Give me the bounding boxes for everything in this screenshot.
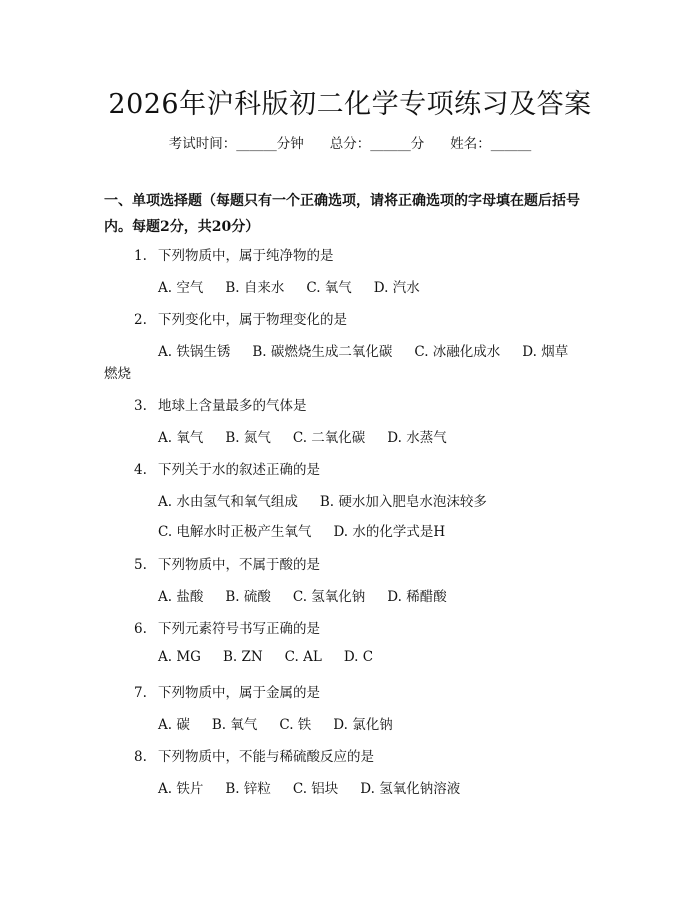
option-d: D. 氢氧化钠溶液	[360, 781, 461, 797]
question-2-options	[158, 340, 590, 360]
question-number: 8.	[134, 749, 147, 765]
question-text: 下列物质中，不属于酸的是	[158, 557, 320, 573]
question-number: 2.	[134, 312, 147, 328]
exam-meta	[0, 132, 700, 152]
question-6-options	[158, 649, 395, 665]
question-3-options	[158, 426, 469, 446]
total-score-label: 总分：______分	[329, 136, 425, 152]
option-b: B. 自来水	[225, 280, 285, 296]
option-d: D. 氯化钠	[333, 717, 393, 733]
question-number: 1.	[134, 248, 147, 264]
option-a: A. 水由氢气和氧气组成	[158, 494, 298, 510]
question-7	[134, 681, 320, 701]
question-text: 下列物质中，不能与稀硫酸反应的是	[158, 749, 374, 765]
option-a: A. 碳	[158, 717, 190, 733]
option-c: C. 氧气	[306, 280, 352, 296]
question-6	[134, 617, 320, 637]
option-c: C. 氢氧化钠	[292, 589, 366, 605]
option-c: C. 铝块	[292, 781, 339, 797]
question-5	[134, 553, 320, 573]
option-a: A. 盐酸	[158, 589, 204, 605]
question-number: 3.	[134, 398, 147, 414]
option-b: B. 碳燃烧生成二氧化碳	[252, 344, 393, 360]
question-number: 6.	[134, 621, 147, 637]
option-a: A. 铁片	[158, 781, 204, 797]
question-4-options-row2	[158, 520, 467, 540]
question-number: 4.	[134, 462, 147, 478]
option-d: D. 烟草	[522, 344, 569, 360]
question-3	[134, 394, 307, 414]
option-b: B. ZN	[222, 649, 263, 665]
student-name-label: 姓名：______	[450, 136, 532, 152]
option-d: D. 水蒸气	[387, 430, 447, 446]
question-text: 下列关于水的叙述正确的是	[158, 462, 320, 478]
question-4-options	[158, 490, 509, 510]
question-number: 7.	[134, 685, 147, 701]
option-a: A. 氧气	[158, 430, 204, 446]
option-b: B. 锌粒	[225, 781, 271, 797]
option-b: B. 氧气	[211, 717, 258, 733]
exam-time-label: 考试时间：______分钟	[168, 136, 304, 152]
option-c: C. 铁	[279, 717, 312, 733]
question-1	[134, 244, 334, 264]
question-7-options	[158, 713, 415, 733]
question-text: 下列物质中，属于金属的是	[158, 685, 320, 701]
question-text: 下列元素符号书写正确的是	[158, 621, 320, 637]
option-b: B. 硬水加入肥皂水泡沫较多	[319, 494, 487, 510]
option-b: B. 氮气	[225, 430, 271, 446]
question-4	[134, 458, 320, 478]
question-2	[134, 308, 347, 328]
question-5-options	[158, 585, 469, 605]
option-a: A. MG	[158, 649, 201, 665]
option-d-wrap: 燃烧	[104, 366, 131, 382]
option-a: A. 空气	[158, 280, 204, 296]
question-1-options	[158, 276, 442, 296]
option-c: C. 电解水时正极产生氧气	[158, 524, 312, 540]
option-b: B. 硫酸	[225, 589, 271, 605]
option-c: C. 二氧化碳	[292, 430, 366, 446]
question-text: 下列变化中，属于物理变化的是	[158, 312, 347, 328]
question-8-options	[158, 777, 482, 797]
option-c: C. AL	[284, 649, 322, 665]
option-d: D. 水的化学式是H	[333, 524, 446, 540]
question-8	[134, 745, 374, 765]
question-text: 下列物质中，属于纯净物的是	[158, 248, 334, 264]
question-number: 5.	[134, 557, 147, 573]
option-d: D. 汽水	[373, 280, 420, 296]
option-c: C. 冰融化成水	[414, 344, 501, 360]
section-heading: 一、单项选择题（每题只有一个正确选项，请将正确选项的字母填在题后括号内。每题2分，共20分）	[104, 193, 580, 235]
option-d: D. C	[343, 649, 374, 665]
option-a: A. 铁锅生锈	[158, 344, 231, 360]
option-d: D. 稀醋酸	[387, 589, 447, 605]
page-title: 2026年沪科版初二化学专项练习及答案	[108, 89, 592, 120]
question-text: 地球上含量最多的气体是	[158, 398, 307, 414]
